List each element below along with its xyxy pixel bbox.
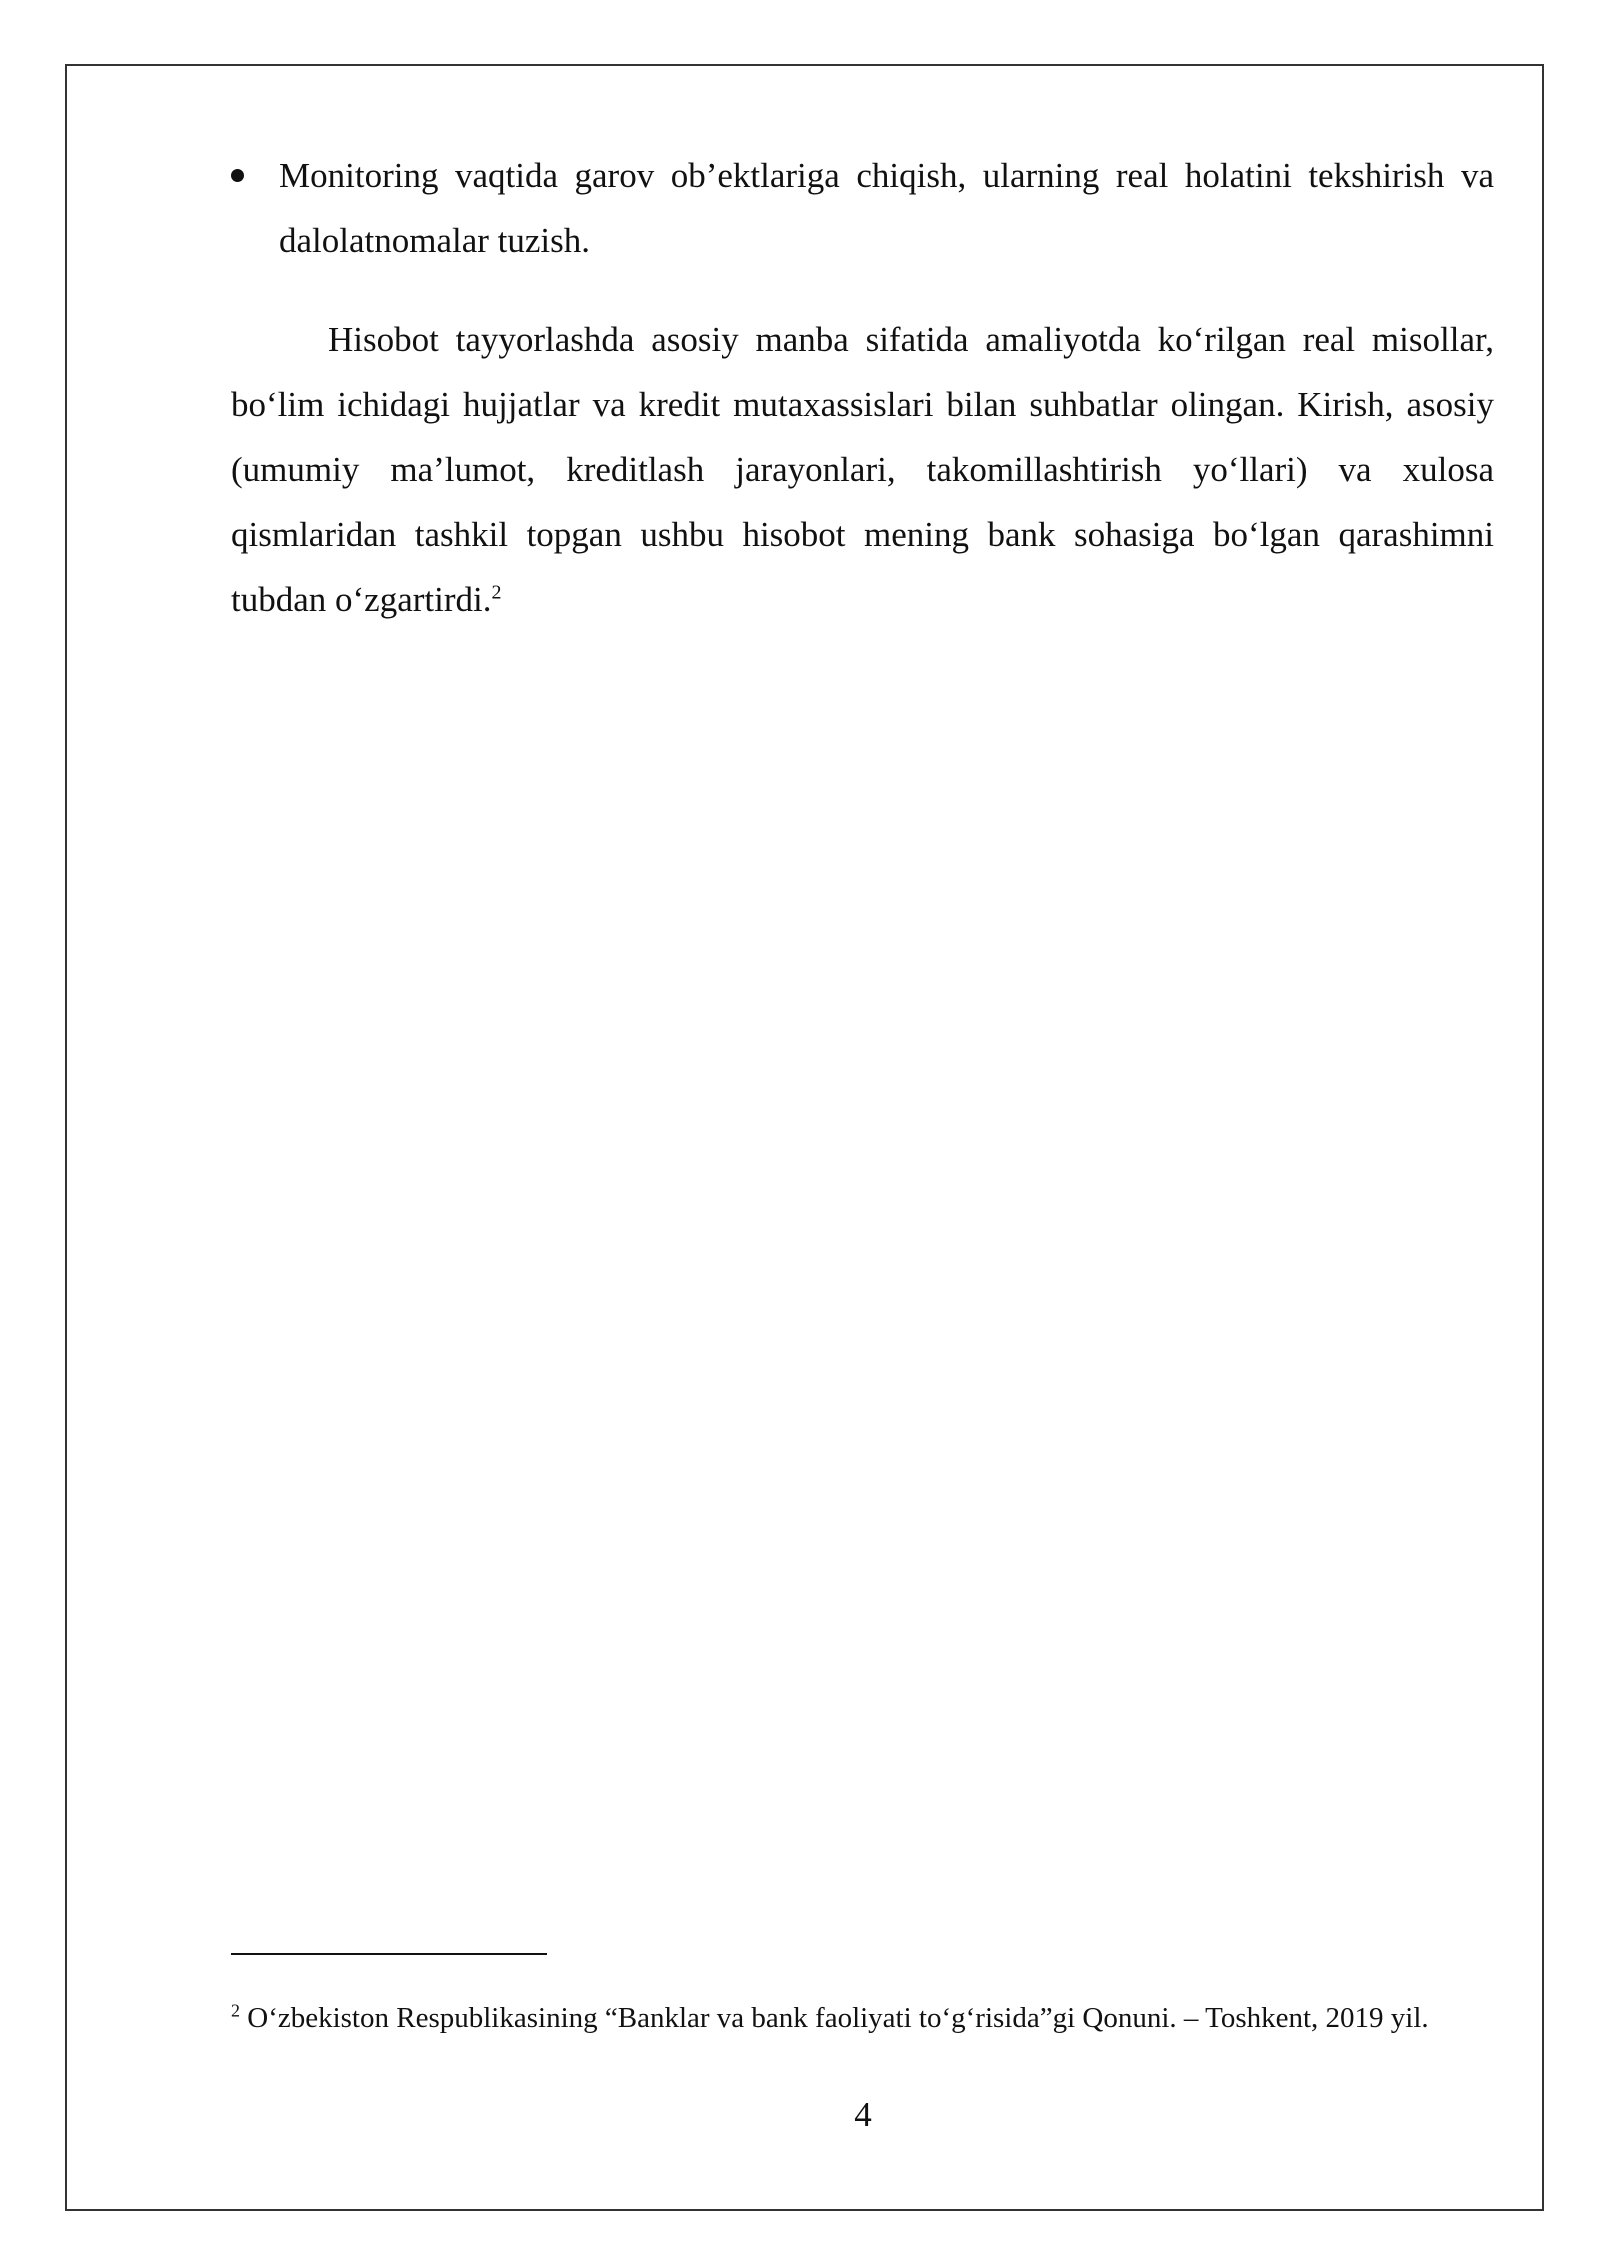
bullet-dot-icon [231,169,244,182]
bullet-list [231,143,1494,273]
footnote [231,1991,1494,2045]
body-paragraph [231,307,1494,632]
footnote-number: 2 [231,2000,240,2021]
page-number: 4 [854,2095,872,2134]
footnote-reference[interactable]: 2 [491,581,502,604]
paragraph-text: Hisobot tayyorlashda asosiy manba sifatida amaliyotda ko‘rilgan real misollar, bo‘lim ichidagi hujjatlar va kredit mutaxassislari bilan suhbatlar olingan. Kirish, asosiy (umumiy ma’lumot, kreditlash jarayonlari, takomillashtirish yo‘llari) va xulosa qismlaridan tashkil topgan ushbu hisobot mening bank sohasiga bo‘lgan qarashimni tubdan o‘zgartirdi. [231,320,1494,619]
footnote-separator [231,1953,547,1955]
bullet-item [231,143,1494,273]
bullet-text: Monitoring vaqtida garov ob’ektlariga chiqish, ularning real holatini tekshirish va dalolatnomalar tuzish. [279,156,1494,260]
page-content [231,143,1494,632]
footnote-text: O‘zbekiston Respublikasining “Banklar va bank faoliyati to‘g‘risida”gi Qonuni. – Toshkent, 2019 yil. [247,2002,1429,2034]
